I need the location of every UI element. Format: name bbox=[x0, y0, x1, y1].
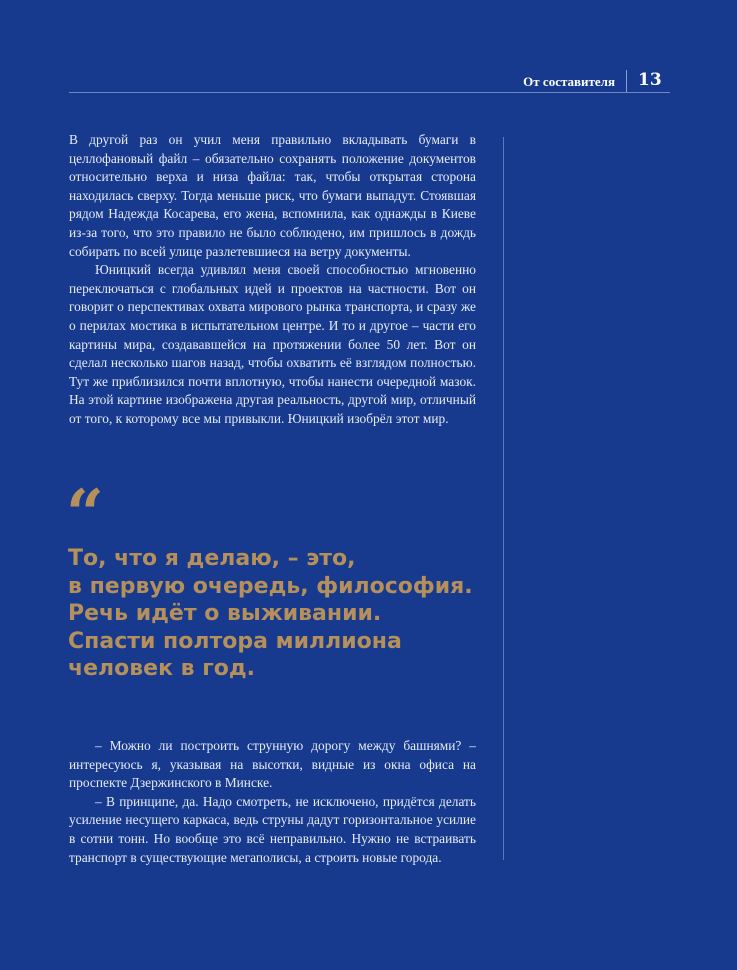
pull-quote-line: человек в год. bbox=[68, 656, 255, 681]
body-text-top bbox=[69, 131, 476, 429]
paragraph: Юницкий всегда удивлял меня своей способностью мгновенно переключаться с глобальных идей и проектов на частности. Вот он говорит о перспективах охвата мирового рынка транспорта, и сразу же о перилах мостика в испытательном центре. И то и другое – части его картины мира, создававшейся на протяжении более 50 лет. Вот он сделал несколько шагов назад, чтобы охватить её взглядом полностью. Тут же приблизился почти вплотную, чтобы нанести очередной мазок. На этой картине изображена другая реальность, другой мир, отличный от того, к которому все мы привыкли. Юницкий изобрёл этот мир. bbox=[69, 262, 476, 426]
pull-quote-line: Речь идёт о выживании. bbox=[68, 601, 382, 626]
quote-mark-icon: “ bbox=[66, 475, 104, 553]
header-rule bbox=[69, 92, 670, 93]
page-number: 13 bbox=[638, 70, 662, 90]
running-header-title: От составителя bbox=[523, 74, 615, 89]
body-text-bottom bbox=[69, 737, 476, 867]
pull-quote-line: в первую очередь, философия. bbox=[68, 573, 473, 599]
dialogue-paragraph: – Можно ли построить струнную дорогу между башнями? – интересуюсь я, указывая на высотки, видные из окна офиса на проспекте Дзержинского в Минске. bbox=[69, 738, 476, 791]
pull-quote bbox=[68, 545, 488, 683]
paragraph: В другой раз он учил меня правильно вкладывать бумаги в целлофановый файл – обязательно сохранять положение документов относительно верха и низа файла: так, чтобы открытая сторона находилась сверху. Тогда меньше риск, что бумаги выпадут. Стоявшая рядом Надежда Косарева, его жена, вспомнила, как однажды в Киеве из-за того, что это правило не было соблюдено, им пришлось в дождь собирать по всей улице разлетевшиеся на ветру документы. bbox=[69, 132, 476, 259]
pull-quote-line: То, что я делаю, – это, bbox=[68, 546, 356, 571]
dialogue-paragraph: – В принципе, да. Надо смотреть, не исключено, придётся делать усиление несущего каркаса, ведь струны дадут горизонтальное усилие в сотни тонн. Но вообще это всё неправильно. Нужно не встраивать транспорт в существующие мегаполисы, а строить новые города. bbox=[69, 793, 476, 865]
header-divider bbox=[626, 70, 627, 92]
pull-quote-line: Спасти полтора миллиона bbox=[68, 628, 402, 654]
margin-vertical-rule bbox=[503, 137, 504, 860]
